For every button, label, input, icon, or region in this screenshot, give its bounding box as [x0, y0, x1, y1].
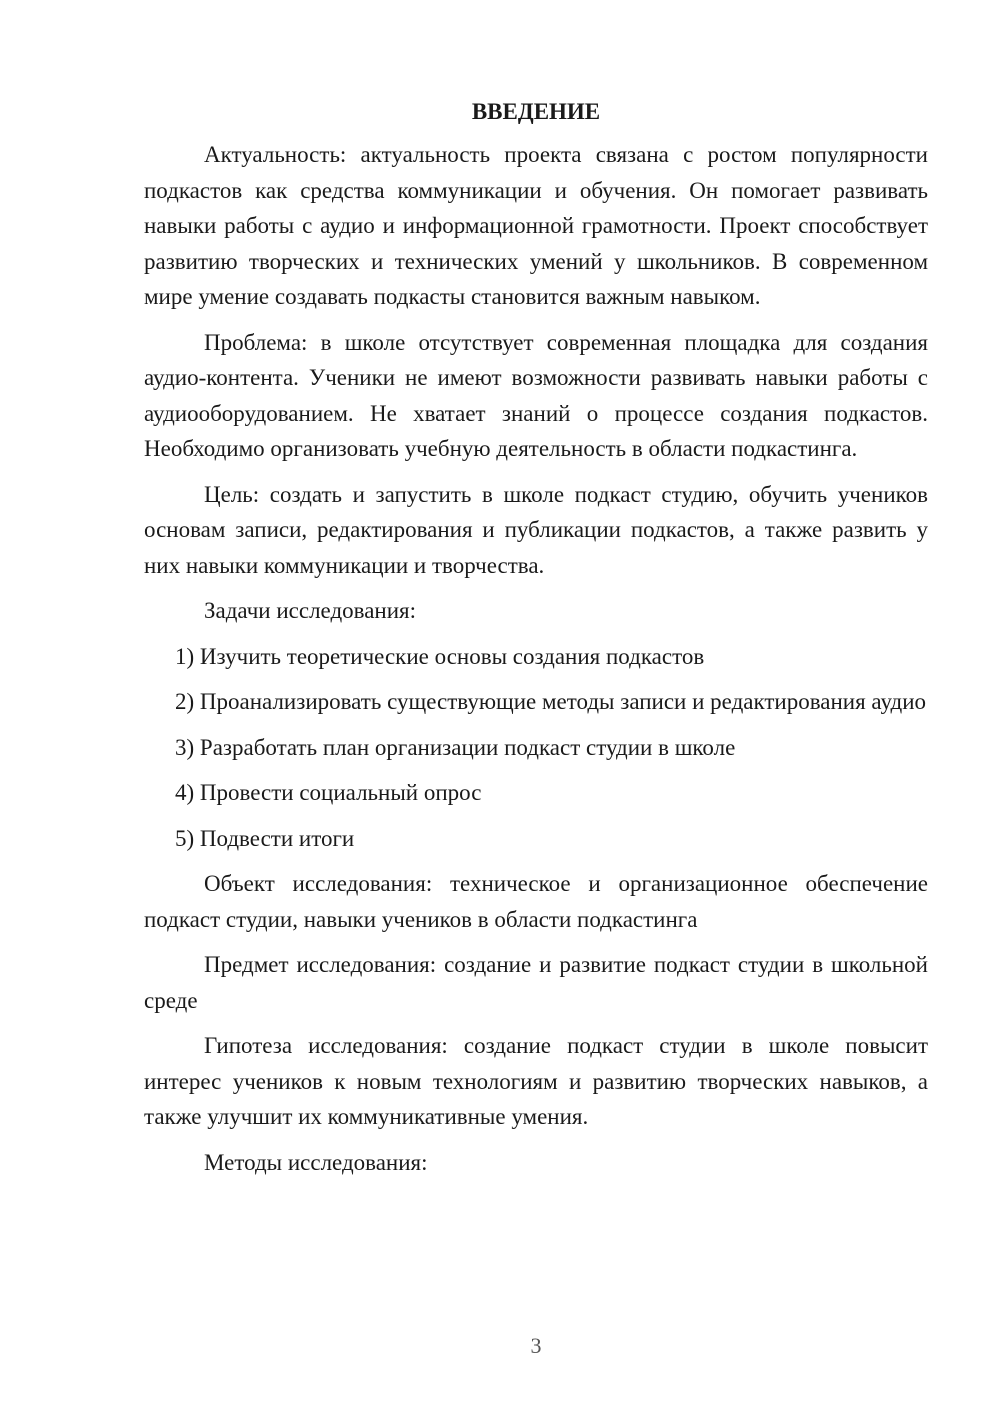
- relevance-paragraph: Актуальность: актуальность проекта связана с ростом популярности подкастов как средства коммуникации и обучения. Он помогает развивать навыки работы с аудио и информационной грамотности. Проект способствует развитию творческих и технических умений у школьников. В современном мире умение создавать подкасты становится важным навыком.: [144, 142, 928, 309]
- methods-heading: Методы исследования:: [204, 1149, 428, 1175]
- task-item-2: 2) Проанализировать существующие методы записи и редактирования аудио: [175, 689, 927, 714]
- page-content: [144, 94, 928, 1190]
- task-item-5: 5) Подвести итоги: [175, 825, 355, 851]
- object-paragraph: Объект исследования: техническое и организационное обеспечение подкаст студии, навыки учеников в области подкастинга: [144, 871, 928, 932]
- task-item-3: 3) Разработать план организации подкаст студии в школе: [175, 734, 736, 760]
- page-number: 3: [530, 1333, 542, 1358]
- tasks-heading: Задачи исследования:: [204, 598, 417, 623]
- section-title: ВВЕДЕНИЕ: [471, 99, 601, 124]
- subject-paragraph: Предмет исследования: создание и развитие подкаст студии в школьной среде: [144, 952, 928, 1013]
- task-item-4: 4) Провести социальный опрос: [175, 780, 482, 805]
- problem-paragraph: Проблема: в школе отсутствует современная площадка для создания аудио-контента. Ученики не имеют возможности развивать навыки работы с аудиооборудованием. Не хватает знаний о процессе создания подкастов. Необходимо организовать учебную деятельность в области подкастинга.: [144, 329, 928, 461]
- task-item-1: 1) Изучить теоретические основы создания подкастов: [175, 643, 705, 669]
- hypothesis-paragraph: Гипотеза исследования: создание подкаст студии в школе повысит интерес учеников к новым технологиям и развитию творческих навыков, а также улучшит их коммуникативные умения.: [144, 1033, 928, 1129]
- goal-paragraph: Цель: создать и запустить в школе подкаст студию, обучить учеников основам записи, редактирования и публикации подкастов, а также развить у них навыки коммуникации и творчества.: [144, 481, 928, 578]
